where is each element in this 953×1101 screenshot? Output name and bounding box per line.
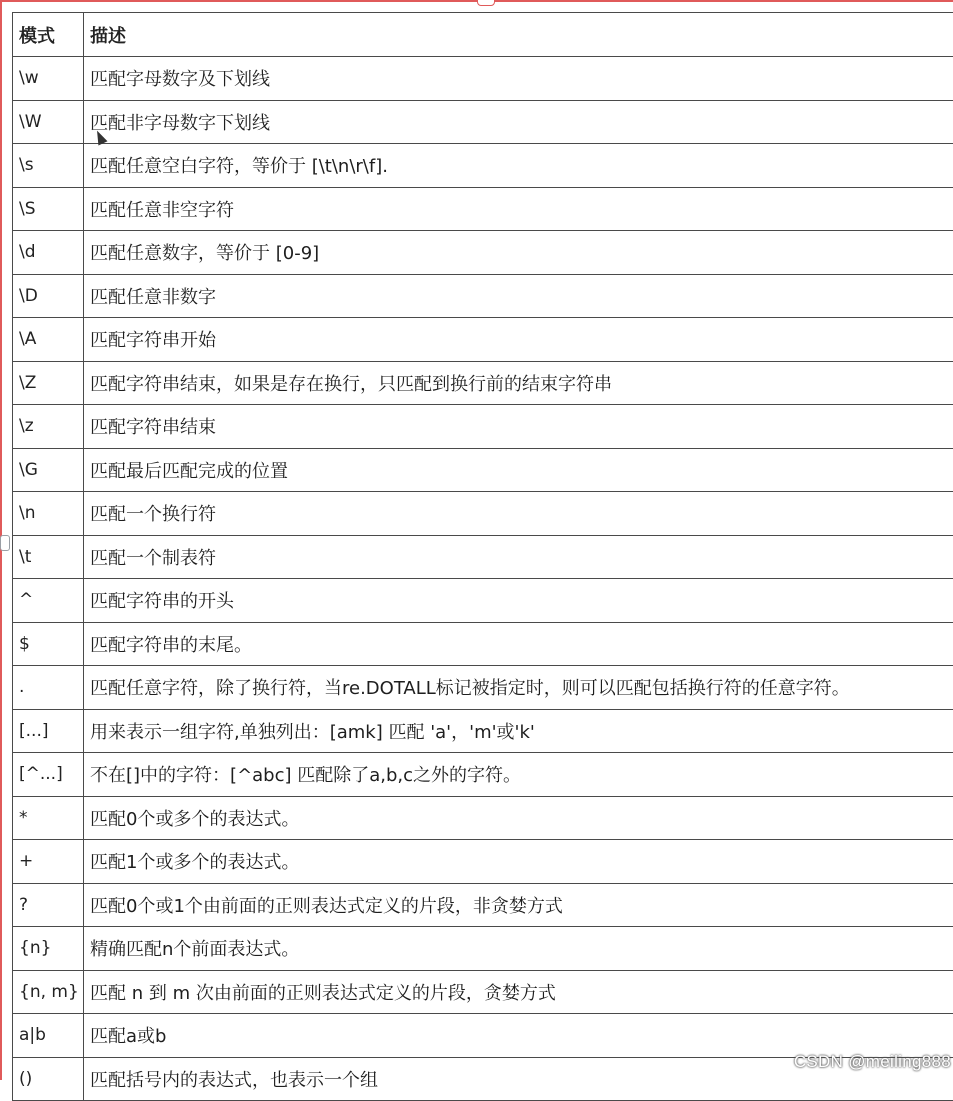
- description-cell: 匹配0个或多个的表达式。: [84, 796, 953, 840]
- pattern-cell: {n, m}: [13, 970, 84, 1014]
- table-row: [13, 100, 953, 144]
- resize-handle-left[interactable]: [0, 535, 10, 551]
- pattern-cell: (): [13, 1057, 84, 1101]
- pattern-cell: \D: [13, 274, 84, 318]
- description-cell: 匹配任意非数字: [84, 274, 953, 318]
- description-cell: 匹配任意数字，等价于 [0-9]: [84, 231, 953, 275]
- pattern-cell: \z: [13, 405, 84, 449]
- description-cell: 匹配任意非空字符: [84, 187, 953, 231]
- pattern-cell: $: [13, 622, 84, 666]
- description-cell: 匹配括号内的表达式，也表示一个组: [84, 1057, 953, 1101]
- pattern-cell: \n: [13, 492, 84, 536]
- pattern-cell: a|b: [13, 1014, 84, 1058]
- description-cell: 匹配字符串的末尾。: [84, 622, 953, 666]
- table-row: [13, 753, 953, 797]
- pattern-cell: \A: [13, 318, 84, 362]
- table-row: [13, 405, 953, 449]
- table-row: [13, 579, 953, 623]
- regex-pattern-table: [12, 12, 953, 1101]
- pattern-cell: \S: [13, 187, 84, 231]
- table-row: [13, 231, 953, 275]
- table-row: [13, 274, 953, 318]
- description-cell: 匹配字符串开始: [84, 318, 953, 362]
- header-pattern: 模式: [13, 13, 84, 57]
- table-row: [13, 883, 953, 927]
- description-cell: 精确匹配n个前面表达式。: [84, 927, 953, 971]
- table-row: [13, 318, 953, 362]
- pattern-cell: +: [13, 840, 84, 884]
- table-row: [13, 796, 953, 840]
- table-row: [13, 187, 953, 231]
- pattern-cell: \t: [13, 535, 84, 579]
- table-row: [13, 535, 953, 579]
- table-row: [13, 448, 953, 492]
- table-row: [13, 840, 953, 884]
- pattern-cell: [...]: [13, 709, 84, 753]
- table-body: [13, 57, 953, 1101]
- description-cell: 匹配字符串结束，如果是存在换行，只匹配到换行前的结束字符串: [84, 361, 953, 405]
- pattern-cell: ?: [13, 883, 84, 927]
- description-cell: 匹配任意字符，除了换行符，当re.DOTALL标记被指定时，则可以匹配包括换行符的任意字符。: [84, 666, 953, 710]
- pattern-cell: \W: [13, 100, 84, 144]
- description-cell: 匹配 n 到 m 次由前面的正则表达式定义的片段，贪婪方式: [84, 970, 953, 1014]
- table-header-row: [13, 13, 953, 57]
- pattern-cell: *: [13, 796, 84, 840]
- description-cell: 匹配字符串结束: [84, 405, 953, 449]
- description-cell: 匹配最后匹配完成的位置: [84, 448, 953, 492]
- description-cell: 匹配任意空白字符，等价于 [\t\n\r\f].: [84, 144, 953, 188]
- table-row: [13, 57, 953, 101]
- table-row: [13, 492, 953, 536]
- pattern-cell: \s: [13, 144, 84, 188]
- description-cell: 匹配0个或1个由前面的正则表达式定义的片段，非贪婪方式: [84, 883, 953, 927]
- table-row: [13, 1014, 953, 1058]
- watermark: CSDN @meiling888: [794, 1052, 951, 1072]
- description-cell: 匹配字母数字及下划线: [84, 57, 953, 101]
- resize-handle-top[interactable]: [477, 0, 495, 6]
- pattern-cell: ^: [13, 579, 84, 623]
- table-row: [13, 361, 953, 405]
- pattern-cell: \Z: [13, 361, 84, 405]
- table-row: [13, 666, 953, 710]
- pattern-cell: .: [13, 666, 84, 710]
- description-cell: 匹配非字母数字下划线: [84, 100, 953, 144]
- description-cell: 匹配一个制表符: [84, 535, 953, 579]
- table-row: [13, 970, 953, 1014]
- description-cell: 匹配一个换行符: [84, 492, 953, 536]
- pattern-cell: \d: [13, 231, 84, 275]
- description-cell: 用来表示一组字符,单独列出：[amk] 匹配 'a'，'m'或'k': [84, 709, 953, 753]
- description-cell: 匹配字符串的开头: [84, 579, 953, 623]
- pattern-cell: \w: [13, 57, 84, 101]
- header-description: 描述: [84, 13, 953, 57]
- description-cell: 匹配a或b: [84, 1014, 953, 1058]
- description-cell: 不在[]中的字符：[^abc] 匹配除了a,b,c之外的字符。: [84, 753, 953, 797]
- pattern-cell: {n}: [13, 927, 84, 971]
- description-cell: 匹配1个或多个的表达式。: [84, 840, 953, 884]
- pattern-cell: \G: [13, 448, 84, 492]
- pattern-cell: [^...]: [13, 753, 84, 797]
- table-row: [13, 927, 953, 971]
- table-row: [13, 144, 953, 188]
- table-row: [13, 709, 953, 753]
- table-row: [13, 622, 953, 666]
